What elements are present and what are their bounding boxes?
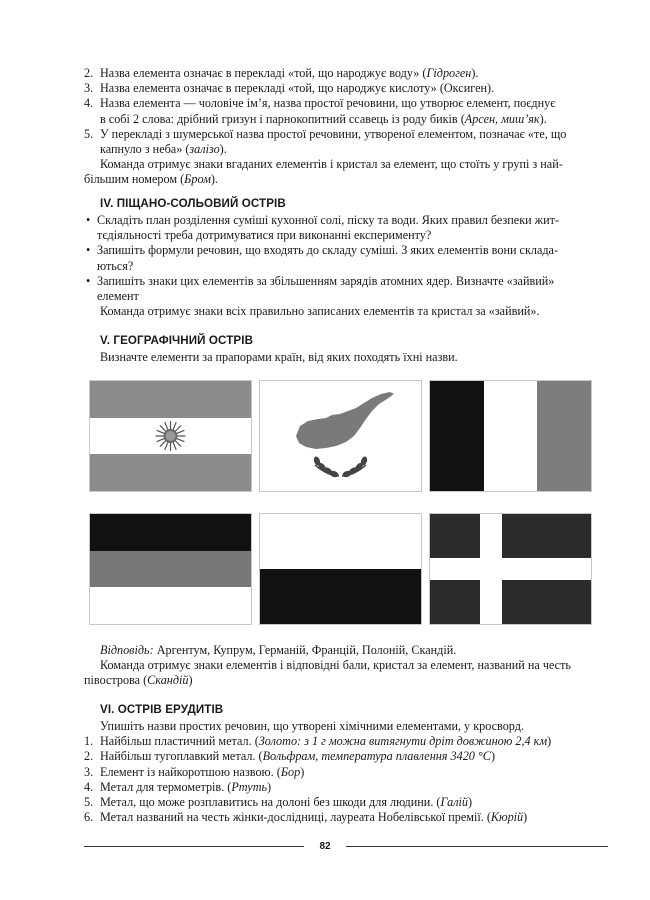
flag-argentina-graphic — [90, 381, 251, 491]
answer: Золото: з 1 г можна витягнути дріт довжиною 2,4 км — [258, 734, 548, 749]
answer: Бром — [184, 172, 211, 187]
list-item: 3. Назва елемента означає в перекладі «той, що народжує кислоту» (Оксиген). — [84, 81, 495, 96]
section6-list: Упишіть назви простих речовин, що утворені хімічними елементами, у кросворд. 1. Найбільш пластичний метал. (Золото: з 1 г можна витягнути дріт довжиною 2,4 км) 2. Найбільш тугоплавкий метал. (Вольфрам, температура плавлення 3420 °С) 3. Елемент із найкоротшою назвою. (Бор) 4. Метал для термометрів. (Ртуть) 5. Метал, що може розплавитись на долоні без шкоди для людини. (Галій) 6. Метал названий на честь жінки-дослідниці, лауреата Нобелівської премії. (Кюрій) — [84, 719, 609, 825]
flag-france — [429, 380, 592, 492]
flag-germany — [89, 513, 252, 625]
section3-list — [84, 66, 609, 188]
answer: Гідроген — [426, 66, 472, 80]
list-item: 2. Назва елемента означає в перекладі «той, що народжує воду» (Гідроген). — [84, 66, 479, 80]
section4-title: IV. ПІЩАНО-СОЛЬОВИЙ ОСТРІВ — [100, 197, 286, 210]
list-item: 5. Метал, що може розплавитись на долоні без шкоди для людини. (Галій) — [84, 795, 473, 810]
section5-task: Визначте елементи за прапорами країн, від яких походять їхні назви. — [100, 350, 458, 364]
list-item: • Складіть план розділення суміші кухонної солі, піску та води. Яких правил безпеки жит- тєдіяльності треба дотримуватися при виконанні експерименту? — [86, 213, 560, 243]
flag-scandinavian-graphic — [430, 514, 591, 624]
list-item: 2. Найбільш тугоплавкий метал. (Вольфрам, температура плавлення 3420 °С) — [84, 749, 496, 764]
list-item: • Запишіть знаки цих елементів за збільшенням зарядів атомних ядер. Визначте «зайвий» елемент — [86, 273, 555, 304]
list-item: 5. У перекладі з шумерської назва простої речовини, утвореної елементом, позначає «те, що капнуло з неба» (залізо). — [84, 126, 567, 157]
answer: Вольфрам, температура плавлення 3420 °С — [262, 749, 491, 764]
flag-argentina — [89, 380, 252, 492]
answer: залізо — [189, 142, 220, 157]
sun-emblem-icon — [156, 421, 186, 451]
section6-title: VI. ОСТРІВ ЕРУДИТІВ — [100, 703, 224, 716]
footer-rule-right — [346, 846, 608, 847]
answer: Галій — [440, 795, 469, 810]
flag-france-graphic — [430, 381, 591, 491]
list-item: • Запишіть формули речовин, що входять до складу суміші. З яких елементів вони склада- ються? — [86, 243, 559, 273]
flag-poland — [259, 513, 422, 625]
flag-cyprus — [259, 380, 422, 492]
answer: Скандій — [147, 673, 189, 688]
answer: Арсен, миш’як — [464, 111, 540, 126]
answer: Кюрій — [490, 810, 524, 825]
page-number: 82 — [319, 841, 331, 852]
list-item: 6. Метал названий на честь жінки-дослідниці, лауреата Нобелівської премії. (Кюрій) — [84, 810, 528, 825]
flag-germany-graphic — [90, 514, 251, 624]
flag-cyprus-graphic — [260, 381, 421, 491]
answer: Ртуть — [231, 779, 268, 794]
flag-scandinavian-cross — [429, 513, 592, 625]
section3-result: Команда отримує знаки вгаданих елементів і кристал за елемент, що стоїть у групі з най- більшим номером (Бром). — [84, 157, 563, 187]
list-item: 4. Метал для термометрів. (Ртуть) — [84, 779, 272, 794]
list-item: 4. Назва елемента — чоловіче ім’я, назва простої речовини, що утворює елемент, поєднує в собі 2 слова: дрібний гризун і парнокопитний ссавець із роду биків (Арсен, миш’як). — [84, 96, 556, 126]
section5-answer: Відповідь: Аргентум, Купрум, Германій, Францій, Полоній, Скандій. Команда отримує знаки елементів і відповідні бали, кристал за елемент, названий на честь півострова (Скандій) — [84, 643, 571, 688]
flag-poland-graphic — [260, 514, 421, 624]
footer-rule-left — [84, 846, 304, 847]
list-item: 1. Найбільш пластичний метал. (Золото: з 1 г можна витягнути дріт довжиною 2,4 км) — [84, 734, 552, 749]
section5-title: V. ГЕОГРАФІЧНИЙ ОСТРІВ — [100, 334, 254, 347]
answer: Бор — [280, 764, 301, 779]
list-item: 3. Елемент із найкоротшою назвою. (Бор) — [84, 764, 305, 779]
answer-label: Відповідь: — [100, 643, 154, 657]
section4-result: Команда отримує знаки всіх правильно записаних елементів та кристал за «зайвий». — [100, 304, 540, 319]
section4-list — [84, 213, 609, 319]
